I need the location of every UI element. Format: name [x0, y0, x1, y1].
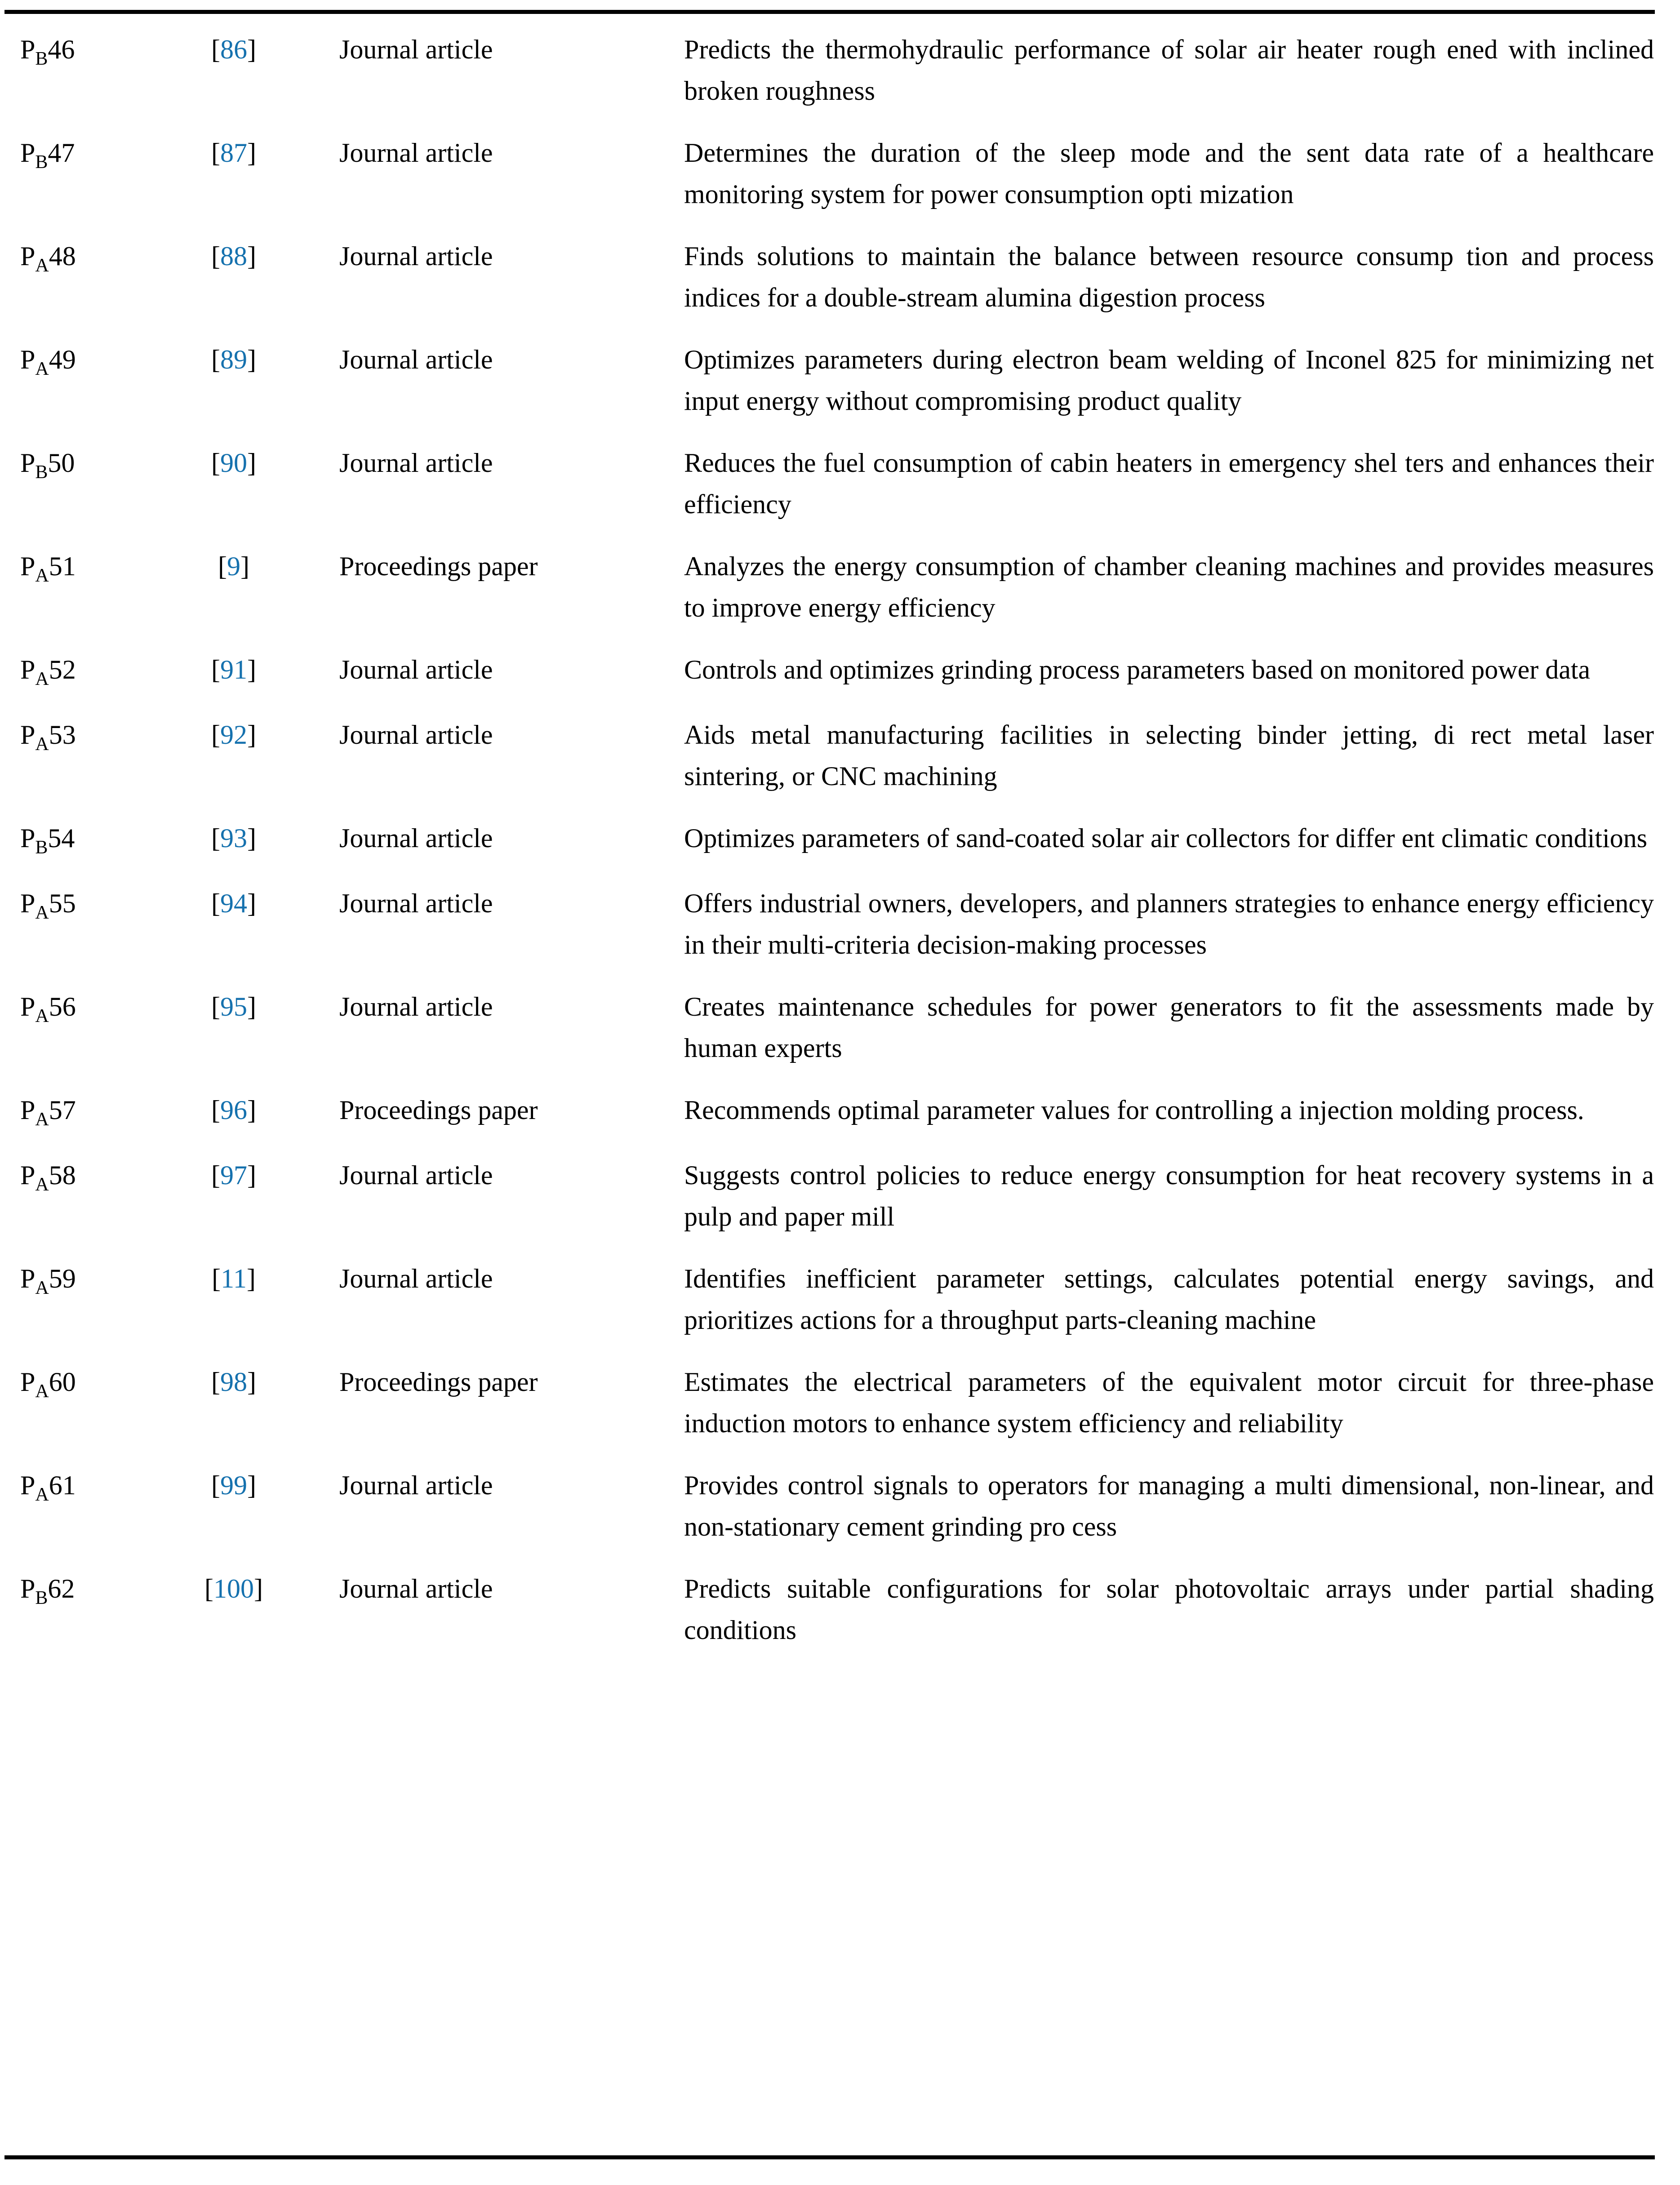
paper-id-number: 56 — [49, 992, 76, 1021]
publication-type: Journal article — [339, 823, 493, 853]
table-bottom-rule — [4, 2155, 1655, 2159]
paper-id — [0, 525, 153, 628]
paper-id — [0, 628, 153, 693]
paper-id-subscript: A — [35, 359, 49, 379]
bracket-open: [ — [211, 888, 220, 918]
paper-id-subscript: A — [35, 1006, 49, 1026]
paper-id-number: 62 — [48, 1574, 75, 1603]
bracket-open: [ — [211, 241, 220, 271]
paper-id — [0, 862, 153, 965]
citation-link[interactable]: 11 — [221, 1264, 247, 1293]
bracket-close: ] — [247, 448, 256, 478]
table-row — [0, 18, 1680, 111]
paper-id-prefix: P — [20, 1470, 36, 1500]
paper-id — [0, 215, 153, 318]
citation-link[interactable]: 93 — [220, 823, 247, 853]
publication-type: Journal article — [339, 138, 493, 168]
paper-description: Determines the duration of the sleep mode and the sent data rate of a healthcare monitoring system for power consumption opti mization — [684, 138, 1654, 209]
bracket-open: [ — [204, 1574, 213, 1603]
paper-id-subscript: A — [35, 669, 49, 689]
paper-id-subscript: B — [35, 837, 48, 858]
publication-type: Journal article — [339, 655, 493, 684]
citation-link[interactable]: 86 — [220, 35, 247, 64]
paper-description: Analyzes the energy consumption of chamber cleaning machines and provides measures to improve energy efficiency — [684, 551, 1654, 622]
paper-id-number: 54 — [48, 823, 75, 853]
paper-id-prefix: P — [20, 992, 36, 1021]
table-body — [0, 18, 1680, 1651]
paper-id-prefix: P — [20, 138, 36, 168]
paper-description: Estimates the electrical parameters of the equivalent motor circuit for three-phase induction motors to enhance system efficiency and reliability — [684, 1367, 1654, 1438]
bracket-open: [ — [211, 35, 220, 64]
table-row — [0, 318, 1680, 422]
bracket-close: ] — [247, 888, 256, 918]
paper-id-prefix: P — [20, 1574, 36, 1603]
paper-id-subscript: B — [35, 1588, 48, 1608]
paper-id — [0, 1444, 153, 1547]
paper-description: Reduces the fuel consumption of cabin heaters in emergency shel ters and enhances their efficiency — [684, 448, 1654, 519]
paper-description: Suggests control policies to reduce energy consumption for heat recovery systems in a pulp and paper mill — [684, 1160, 1654, 1231]
table-row — [0, 628, 1680, 693]
bracket-open: [ — [211, 1160, 220, 1190]
paper-id — [0, 965, 153, 1069]
publication-type: Journal article — [339, 888, 493, 918]
citation-link[interactable]: 87 — [220, 138, 247, 168]
citation-reference[interactable] — [153, 628, 333, 693]
citation-link[interactable]: 92 — [220, 720, 247, 750]
bracket-close: ] — [240, 551, 249, 581]
paper-id — [0, 422, 153, 525]
table-top-rule — [4, 10, 1655, 14]
table-row — [0, 1237, 1680, 1341]
literature-summary-table — [0, 18, 1680, 1651]
publication-type: Journal article — [339, 241, 493, 271]
paper-id-subscript: A — [35, 1381, 49, 1402]
publication-type: Journal article — [339, 35, 493, 64]
bracket-close: ] — [247, 345, 256, 374]
table-row — [0, 525, 1680, 628]
bracket-open: [ — [211, 138, 220, 168]
bracket-open: [ — [211, 992, 220, 1021]
paper-id-subscript: B — [35, 462, 48, 483]
bracket-open: [ — [211, 823, 220, 853]
citation-reference[interactable] — [153, 422, 333, 525]
paper-id — [0, 693, 153, 797]
paper-id-number: 57 — [49, 1095, 76, 1125]
paper-id-subscript: A — [35, 902, 49, 923]
paper-id-number: 51 — [49, 551, 76, 581]
citation-link[interactable]: 9 — [227, 551, 240, 581]
paper-id — [0, 1237, 153, 1341]
paper-id-number: 55 — [49, 888, 76, 918]
paper-description: Controls and optimizes grinding process parameters based on monitored power data — [684, 655, 1591, 684]
paper-id-subscript: B — [35, 152, 48, 173]
citation-link[interactable]: 97 — [220, 1160, 247, 1190]
paper-id-number: 48 — [49, 241, 76, 271]
paper-description: Offers industrial owners, developers, and planners strategies to enhance energy efficiency in their multi-criteria decision-making processes — [684, 888, 1654, 959]
bracket-close: ] — [247, 35, 256, 64]
paper-id-number: 49 — [49, 345, 76, 374]
paper-id-subscript: A — [35, 1109, 49, 1130]
bracket-open: [ — [212, 1264, 221, 1293]
bracket-open: [ — [211, 448, 220, 478]
paper-id-number: 61 — [49, 1470, 76, 1500]
citation-link[interactable]: 90 — [220, 448, 247, 478]
paper-id — [0, 1547, 153, 1651]
paper-id-number: 50 — [48, 448, 75, 478]
paper-id-number: 52 — [49, 655, 76, 684]
citation-link[interactable]: 89 — [220, 345, 247, 374]
publication-type: Proceedings paper — [339, 1095, 538, 1125]
table-row — [0, 1444, 1680, 1547]
paper-description: Optimizes parameters during electron beam welding of Inconel 825 for minimizing net input energy without compromising product quality — [684, 345, 1654, 416]
paper-id — [0, 797, 153, 862]
table-row — [0, 862, 1680, 965]
paper-id-number: 60 — [49, 1367, 76, 1397]
bracket-open: [ — [211, 1095, 220, 1125]
citation-reference[interactable] — [153, 215, 333, 318]
paper-id-prefix: P — [20, 720, 36, 750]
citation-reference[interactable] — [153, 1069, 333, 1134]
table-row — [0, 422, 1680, 525]
paper-id-prefix: P — [20, 1095, 36, 1125]
bracket-close: ] — [246, 1264, 256, 1293]
publication-type: Journal article — [339, 1470, 493, 1500]
table-row — [0, 111, 1680, 215]
paper-id — [0, 111, 153, 215]
paper-id-prefix: P — [20, 1367, 36, 1397]
publication-type: Journal article — [339, 1574, 493, 1603]
publication-type: Journal article — [339, 345, 493, 374]
paper-id-prefix: P — [20, 1264, 36, 1293]
citation-reference[interactable] — [153, 693, 333, 797]
bracket-open: [ — [218, 551, 227, 581]
paper-id-number: 53 — [49, 720, 76, 750]
citation-reference[interactable] — [153, 862, 333, 965]
citation-link[interactable]: 100 — [213, 1574, 254, 1603]
paper-id-subscript: A — [35, 1278, 49, 1298]
citation-reference[interactable] — [153, 1341, 333, 1444]
paper-id-subscript: A — [35, 734, 49, 755]
paper-id — [0, 1134, 153, 1237]
paper-id-prefix: P — [20, 655, 36, 684]
paper-id — [0, 318, 153, 422]
bracket-close: ] — [247, 1470, 256, 1500]
bracket-close: ] — [254, 1574, 263, 1603]
citation-reference[interactable] — [153, 797, 333, 862]
paper-id — [0, 18, 153, 111]
citation-reference[interactable] — [153, 1444, 333, 1547]
table-row — [0, 1341, 1680, 1444]
paper-description: Creates maintenance schedules for power generators to fit the assessments made by human experts — [684, 992, 1654, 1063]
table-row — [0, 1134, 1680, 1237]
paper-description: Optimizes parameters of sand-coated solar air collectors for differ ent climatic conditions — [684, 823, 1648, 853]
bracket-open: [ — [211, 1470, 220, 1500]
bracket-close: ] — [247, 823, 256, 853]
table-row — [0, 965, 1680, 1069]
bracket-close: ] — [247, 241, 256, 271]
paper-description: Provides control signals to operators for managing a multi dimensional, non-linear, and non-stationary cement grinding pro cess — [684, 1470, 1654, 1541]
paper-id-prefix: P — [20, 1160, 36, 1190]
bracket-open: [ — [211, 655, 220, 684]
citation-reference[interactable] — [153, 525, 333, 628]
bracket-close: ] — [247, 1095, 256, 1125]
bracket-open: [ — [211, 1367, 220, 1397]
citation-reference[interactable] — [153, 965, 333, 1069]
paper-id-prefix: P — [20, 448, 36, 478]
paper-description: Predicts suitable configurations for solar photovoltaic arrays under partial shading conditions — [684, 1574, 1654, 1645]
paper-description: Finds solutions to maintain the balance between resource consump tion and process indices for a double-stream alumina digestion process — [684, 241, 1654, 312]
publication-type: Journal article — [339, 992, 493, 1021]
paper-description: Identifies inefficient parameter settings, calculates potential energy savings, and prioritizes actions for a throughput parts-cleaning machine — [684, 1264, 1654, 1335]
paper-id-subscript: B — [35, 49, 48, 69]
bracket-close: ] — [247, 138, 256, 168]
paper-description: Aids metal manufacturing facilities in selecting binder jetting, di rect metal laser sintering, or CNC machining — [684, 720, 1654, 791]
paper-id-prefix: P — [20, 241, 36, 271]
table-row — [0, 215, 1680, 318]
paper-id-prefix: P — [20, 35, 36, 64]
paper-id-number: 46 — [48, 35, 75, 64]
citation-reference[interactable] — [153, 1547, 333, 1651]
publication-type: Journal article — [339, 1160, 493, 1190]
citation-link[interactable]: 98 — [220, 1367, 247, 1397]
bracket-close: ] — [247, 720, 256, 750]
bracket-close: ] — [247, 1160, 256, 1190]
paper-id-prefix: P — [20, 823, 36, 853]
publication-type: Proceedings paper — [339, 551, 538, 581]
table-row — [0, 797, 1680, 862]
citation-link[interactable]: 96 — [220, 1095, 247, 1125]
citation-reference[interactable] — [153, 318, 333, 422]
table-row — [0, 693, 1680, 797]
paper-id-subscript: A — [35, 1484, 49, 1505]
paper-id — [0, 1341, 153, 1444]
citation-reference[interactable] — [153, 111, 333, 215]
table-row — [0, 1069, 1680, 1134]
bracket-close: ] — [247, 1367, 256, 1397]
paper-description: Recommends optimal parameter values for controlling a injection molding process. — [684, 1095, 1584, 1125]
publication-type: Journal article — [339, 720, 493, 750]
paper-description: Predicts the thermohydraulic performance of solar air heater rough ened with inclined broken roughness — [684, 35, 1654, 106]
bracket-close: ] — [247, 655, 256, 684]
paper-id-prefix: P — [20, 888, 36, 918]
paper-id-subscript: A — [35, 1174, 49, 1195]
paper-id-prefix: P — [20, 345, 36, 374]
paper-id — [0, 1069, 153, 1134]
publication-type: Proceedings paper — [339, 1367, 538, 1397]
paper-id-subscript: A — [35, 255, 49, 276]
paper-id-number: 58 — [49, 1160, 76, 1190]
bracket-open: [ — [211, 345, 220, 374]
citation-link[interactable]: 95 — [220, 992, 247, 1021]
paper-id-subscript: A — [35, 565, 49, 586]
paper-id-number: 59 — [49, 1264, 76, 1293]
bracket-open: [ — [211, 720, 220, 750]
citation-link[interactable]: 94 — [220, 888, 247, 918]
bracket-close: ] — [247, 992, 256, 1021]
paper-id-prefix: P — [20, 551, 36, 581]
citation-reference[interactable] — [153, 1134, 333, 1237]
citation-reference[interactable] — [153, 1237, 333, 1341]
citation-reference[interactable] — [153, 18, 333, 111]
publication-type: Journal article — [339, 1264, 493, 1293]
paper-id-number: 47 — [48, 138, 75, 168]
citation-link[interactable]: 91 — [220, 655, 247, 684]
citation-link[interactable]: 99 — [220, 1470, 247, 1500]
table-row — [0, 1547, 1680, 1651]
citation-link[interactable]: 88 — [220, 241, 247, 271]
publication-type: Journal article — [339, 448, 493, 478]
